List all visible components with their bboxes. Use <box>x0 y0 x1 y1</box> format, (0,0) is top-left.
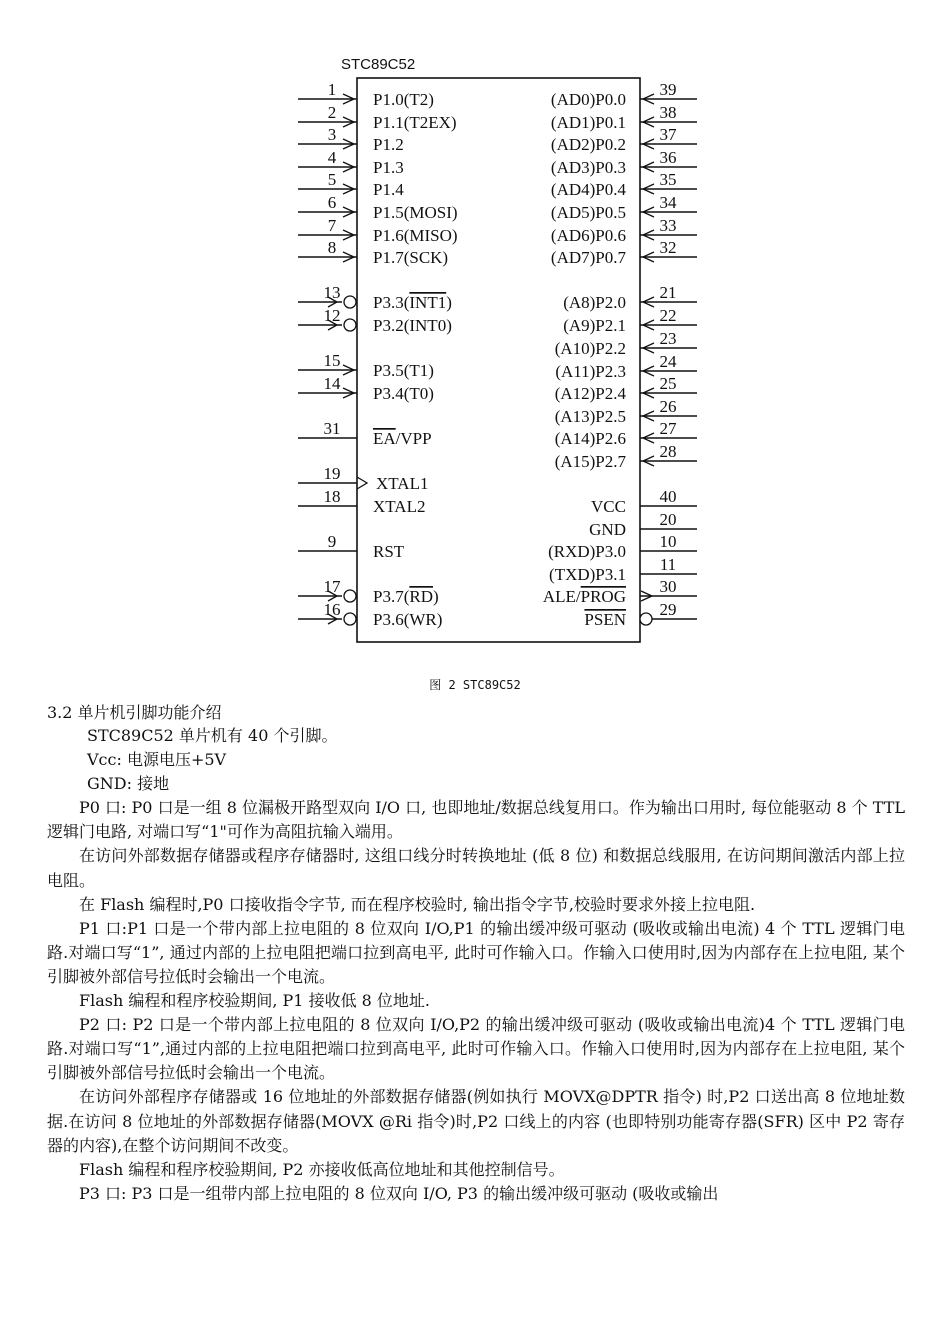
pin-number: 1 <box>327 80 337 99</box>
pin-label: (A13)P2.5 <box>554 407 626 426</box>
pin-number: 19 <box>323 464 341 483</box>
paragraph: Flash 编程和程序校验期间, P2 亦接收低高位地址和其他控制信号。 <box>79 1159 565 1179</box>
left-pin <box>298 283 452 312</box>
pin-number: 21 <box>659 283 677 302</box>
pin-label: (A15)P2.7 <box>554 452 626 471</box>
pin-label: XTAL1 <box>376 474 429 493</box>
left-pin <box>298 351 434 380</box>
pin-label: P1.5(MOSI) <box>373 203 458 222</box>
pin-label: RST <box>373 542 405 561</box>
pin-label: P1.2 <box>373 135 404 154</box>
pin-number: 40 <box>659 487 677 506</box>
pin-number: 32 <box>659 238 677 257</box>
pin-label: (AD6)P0.6 <box>550 226 626 245</box>
pin-label-part: ) <box>446 293 452 312</box>
pin-label: P1.0(T2) <box>373 90 434 109</box>
pin-number: 2 <box>327 103 337 122</box>
pin-label: (RXD)P3.0 <box>548 542 626 561</box>
body-text <box>47 724 905 1206</box>
pin-label <box>543 587 626 606</box>
pin-number: 4 <box>327 148 337 167</box>
left-pin <box>298 532 405 561</box>
clock-marker <box>357 477 367 489</box>
pin-inverter-bubble <box>640 613 652 625</box>
pin-label: GND <box>589 520 626 539</box>
pin-number: 7 <box>327 216 337 235</box>
pin-label-part: ) <box>433 587 439 606</box>
pin-number: 24 <box>659 352 677 371</box>
pin-label: P3.6(WR) <box>373 610 443 629</box>
left-pin-group <box>298 80 458 629</box>
left-pin <box>298 419 432 448</box>
pin-label: (AD4)P0.4 <box>550 180 626 199</box>
pin-number: 35 <box>659 170 677 189</box>
pin-label: P1.3 <box>373 158 404 177</box>
left-pin <box>298 577 439 606</box>
pin-label: (AD0)P0.0 <box>550 90 626 109</box>
left-pin <box>298 80 434 109</box>
pin-number: 30 <box>659 577 677 596</box>
pin-number: 29 <box>659 600 677 619</box>
pin-number: 13 <box>323 283 341 302</box>
paragraph: P1 口:P1 口是一个带内部上拉电阻的 8 位双向 I/O,P1 的输出缓冲级可驱动 (吸收或输出电流) 4 个 TTL 逻辑门电路.对端口写“1”, 通过内部的上拉电阻把端口拉到高电平, 此时可作输入口。作输入口使用时,因为内部存在上拉电阻, 某个引脚被外部信号拉低时会输出一个电流。 <box>47 918 905 986</box>
pin-number: 20 <box>659 510 677 529</box>
pin-number: 14 <box>323 374 341 393</box>
pin-number: 18 <box>323 487 341 506</box>
pin-label <box>373 293 452 312</box>
pin-label: (AD3)P0.3 <box>550 158 626 177</box>
pin-number: 12 <box>323 306 341 325</box>
pin-label: (A14)P2.6 <box>554 429 626 448</box>
pin-number: 31 <box>323 419 341 438</box>
pin-label-part: P3.3( <box>373 293 410 312</box>
pin-label <box>373 587 439 606</box>
pin-label: (A12)P2.4 <box>554 384 626 403</box>
pin-number: 11 <box>659 555 677 574</box>
right-pin <box>563 283 697 312</box>
pin-label: P3.5(T1) <box>373 361 434 380</box>
pin-number: 26 <box>659 397 677 416</box>
section-title: 3.2 单片机引脚功能介绍 <box>47 703 222 722</box>
pin-label: (AD5)P0.5 <box>550 203 626 222</box>
pin-label-part: ALE/ <box>542 587 581 606</box>
pin-label: VCC <box>591 497 626 516</box>
pin-number: 6 <box>327 193 337 212</box>
pin-number: 3 <box>327 125 337 144</box>
pin-label-overbar: EA <box>373 429 396 448</box>
pin-number: 10 <box>659 532 677 551</box>
paragraph: P2 口: P2 口是一个带内部上拉电阻的 8 位双向 I/O,P2 的输出缓冲级可驱动 (吸收或输出电流)4 个 TTL 逻辑门电路.对端口写“1”,通过内部的上拉电阻把端口拉到高电平, 此时可作输入口。作输入口使用时,因为内部存在上拉电阻, 某个引脚被外部信号拉低时会输出一个电流。 <box>47 1015 905 1083</box>
pin-label: (A10)P2.2 <box>554 339 626 358</box>
pin-label: (A11)P2.3 <box>555 362 626 381</box>
paragraph: Vcc: 电源电压+5V <box>87 750 227 770</box>
pin-number: 28 <box>659 442 677 461</box>
pin-label: P1.6(MISO) <box>373 226 458 245</box>
left-pin <box>298 464 428 493</box>
pin-number: 37 <box>659 125 677 144</box>
pin-label: P1.7(SCK) <box>373 248 449 267</box>
paragraph: STC89C52 单片机有 40 个引脚。 <box>87 726 338 745</box>
figure-caption: 图 2 STC89C52 <box>429 678 521 692</box>
pin-label-overbar: PSEN <box>584 610 626 629</box>
pin-label: P3.4(T0) <box>373 384 434 403</box>
pin-label <box>584 610 626 629</box>
pin-number: 25 <box>659 374 677 393</box>
pin-inverter-bubble <box>344 613 356 625</box>
pin-label-overbar: RD <box>409 587 433 606</box>
pin-label-overbar: INT1 <box>409 293 447 312</box>
pin-number: 8 <box>327 238 337 257</box>
chip-name: STC89C52 <box>341 56 416 73</box>
paragraph: Flash 编程和程序校验期间, P1 接收低 8 位地址. <box>79 991 431 1011</box>
pin-number: 33 <box>659 216 677 235</box>
pin-label-overbar: PROG <box>580 587 626 606</box>
pin-label: XTAL2 <box>373 497 426 516</box>
right-pin <box>591 487 697 516</box>
pin-number: 36 <box>659 148 677 167</box>
pin-label-part: /VPP <box>395 429 432 448</box>
pin-number: 16 <box>323 600 341 619</box>
pin-number: 15 <box>323 351 341 370</box>
pin-label: (A8)P2.0 <box>563 293 626 312</box>
paragraph: 在 Flash 编程时,P0 口接收指令字节, 而在程序校验时, 输出指令字节,校验时要求外接上拉电阻. <box>79 894 756 914</box>
pin-number: 5 <box>327 170 337 189</box>
pin-number: 38 <box>659 103 677 122</box>
pin-number: 22 <box>659 306 677 325</box>
right-pin-group <box>543 80 697 629</box>
pin-number: 23 <box>659 329 677 348</box>
pin-label: (AD7)P0.7 <box>550 248 626 267</box>
paragraph: GND: 接地 <box>87 774 170 794</box>
pin-inverter-bubble <box>344 296 356 308</box>
pin-label: P3.2(INT0) <box>373 316 452 335</box>
paragraph: P3 口: P3 口是一组带内部上拉电阻的 8 位双向 I/O, P3 的输出缓冲级可驱动 (吸收或输出 <box>79 1183 719 1203</box>
pin-label: (AD1)P0.1 <box>550 113 626 132</box>
pin-label: (AD2)P0.2 <box>550 135 626 154</box>
paragraph: P0 口: P0 口是一组 8 位漏极开路型双向 I/O 口, 也即地址/数据总线复用口。作为输出口用时, 每位能驱动 8 个 TTL 逻辑门电路, 对端口写“1"可作为高阻抗输入端用。 <box>47 798 905 842</box>
pin-number: 34 <box>659 193 677 212</box>
pin-label: P1.4 <box>373 180 404 199</box>
paragraph: 在访问外部程序存储器或 16 位地址的外部数据存储器(例如执行 MOVX@DPTR 指令) 时,P2 口送出高 8 位地址数据.在访问 8 位地址的外部数据存储器(MOVX @Ri 指令)时,P2 口线上的内容 (也即特别功能寄存器(SFR) 区中 P2 寄存器的内容),在整个访问期间不改变。 <box>47 1087 905 1155</box>
pin-label: (TXD)P3.1 <box>549 565 626 584</box>
pin-number: 17 <box>323 577 341 596</box>
pin-label: (A9)P2.1 <box>563 316 626 335</box>
pin-label: P1.1(T2EX) <box>373 113 457 132</box>
pin-inverter-bubble <box>344 590 356 602</box>
paragraph: 在访问外部数据存储器或程序存储器时, 这组口线分时转换地址 (低 8 位) 和数据总线服用, 在访问期间激活内部上拉电阻。 <box>47 846 905 890</box>
pin-inverter-bubble <box>344 319 356 331</box>
pin-label-part: P3.7( <box>373 587 410 606</box>
pin-label <box>373 429 432 448</box>
pin-number: 39 <box>659 80 677 99</box>
pin-number: 9 <box>327 532 337 551</box>
pin-number: 27 <box>659 419 677 438</box>
